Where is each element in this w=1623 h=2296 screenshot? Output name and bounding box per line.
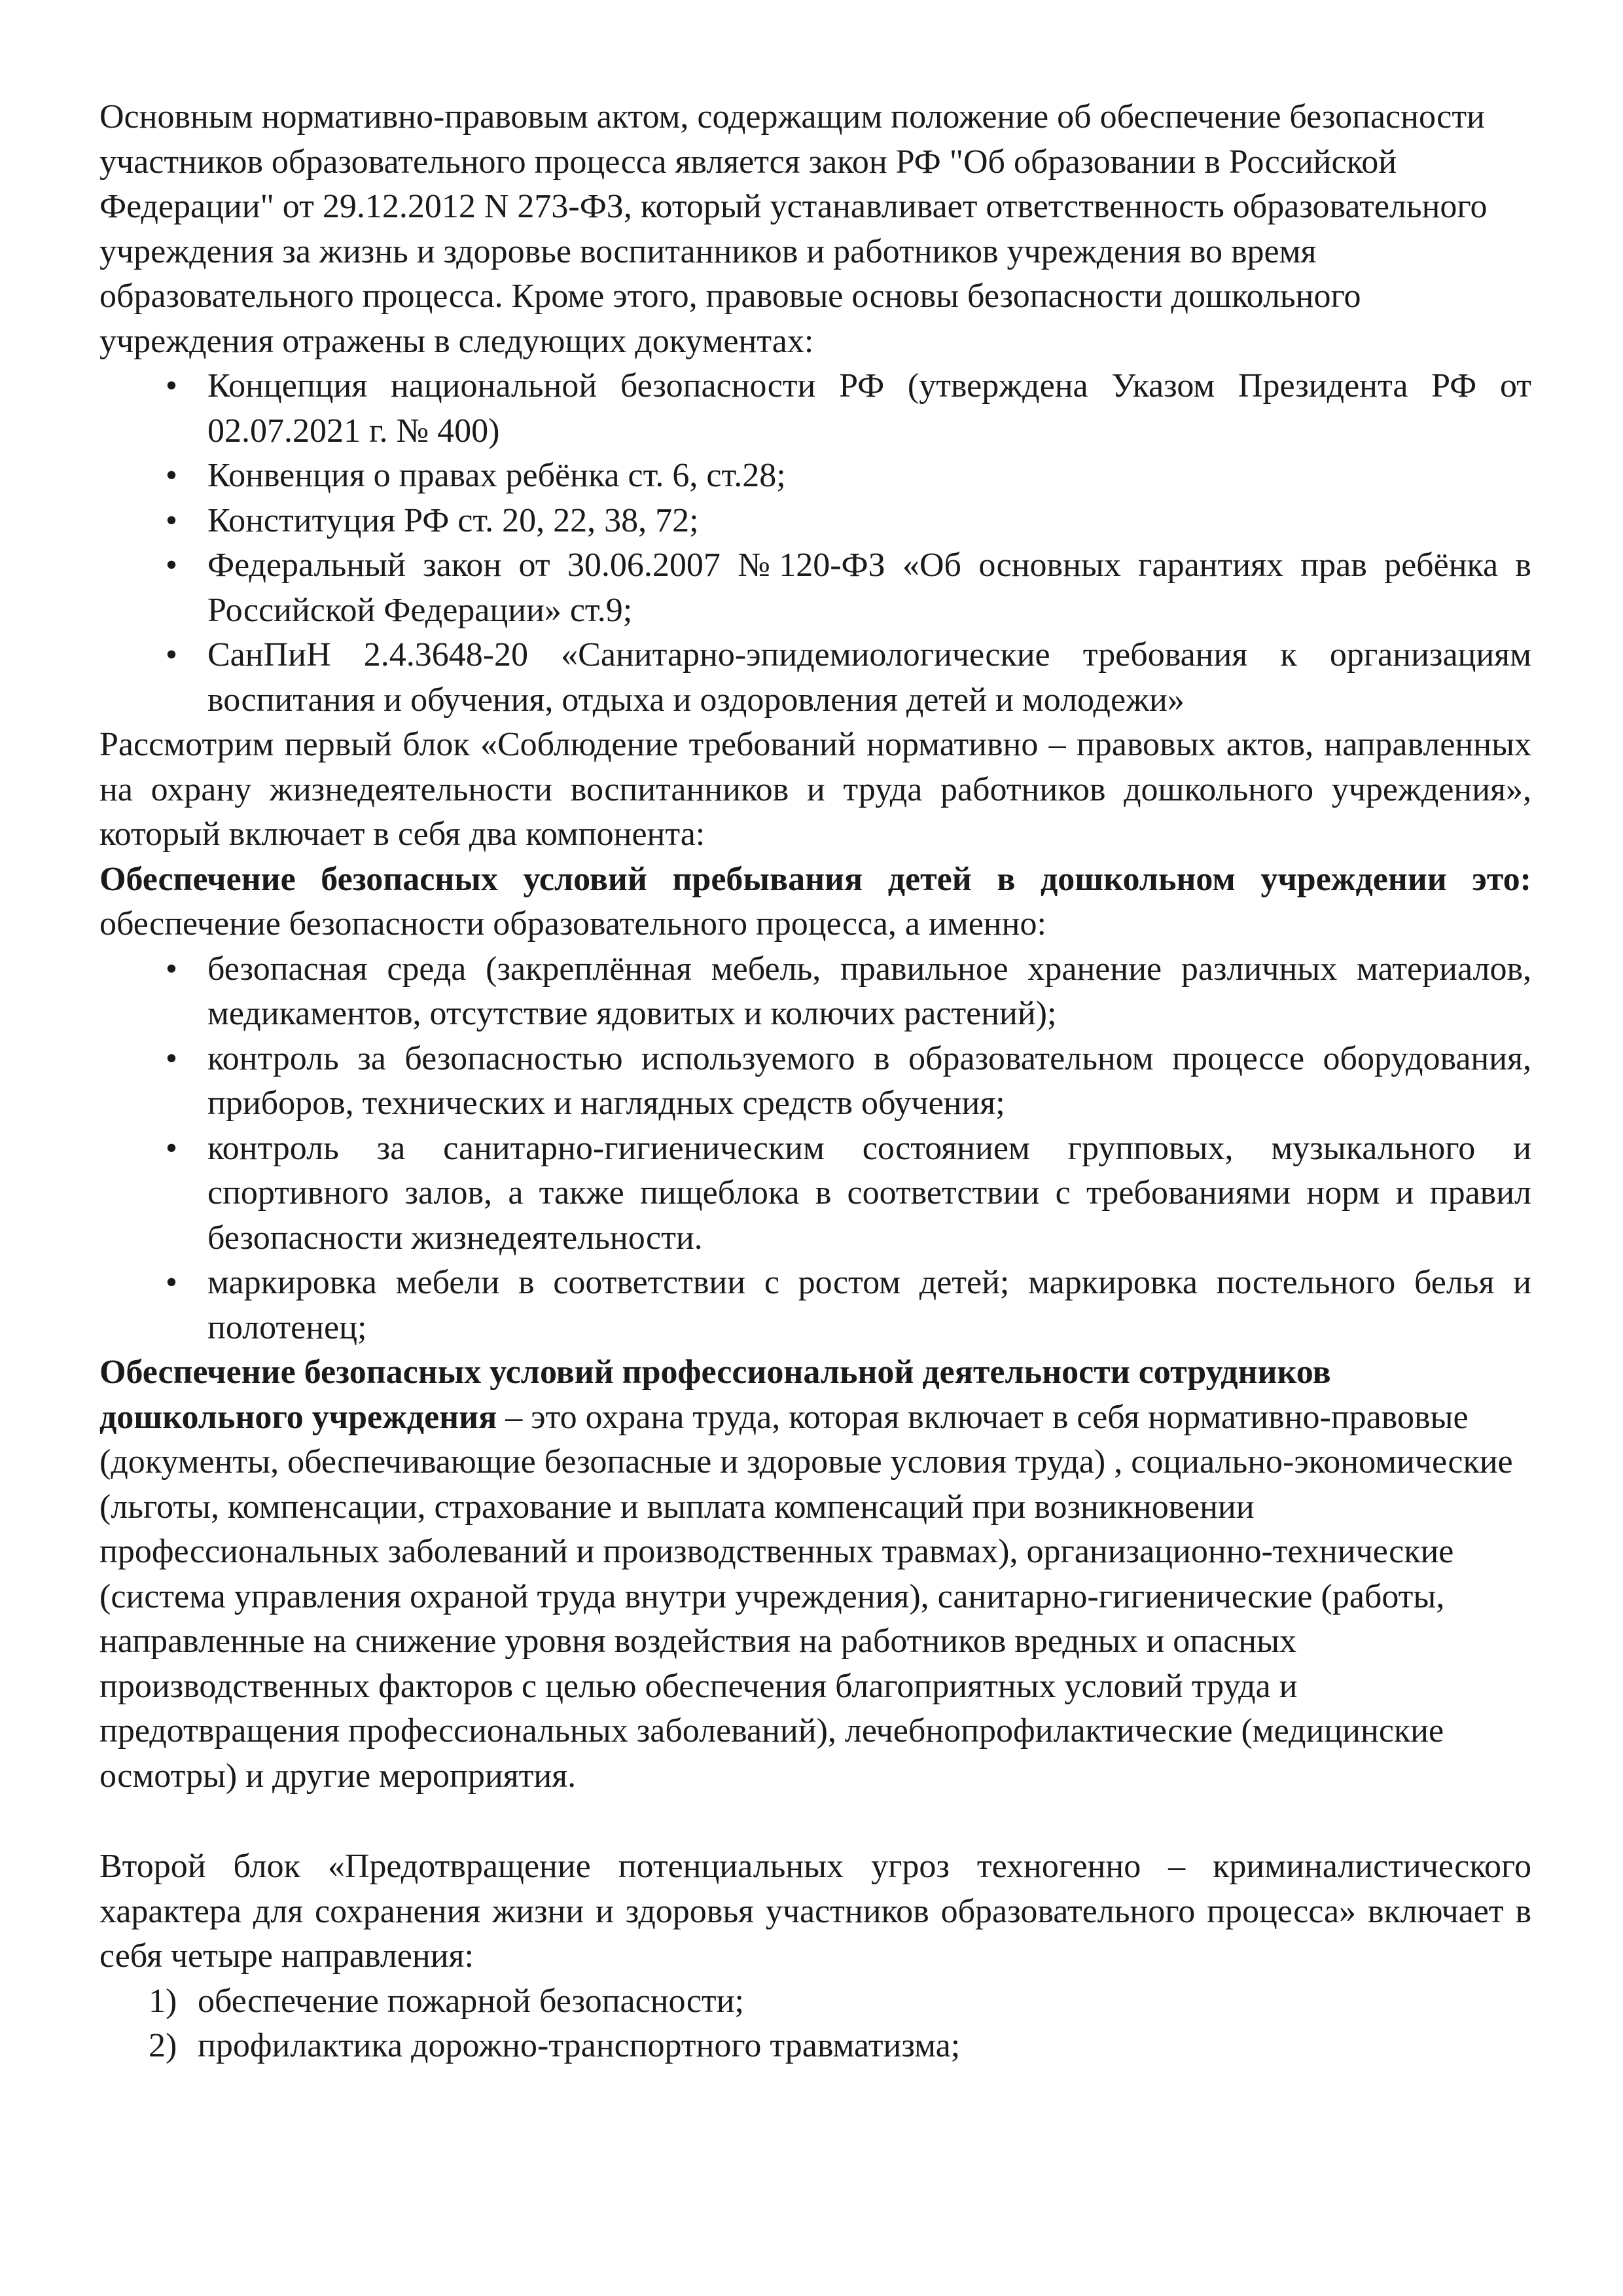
list-item-text: профилактика дорожно-транспортного травматизма; [198,2027,961,2064]
documents-list [99,364,1531,723]
block1-intro: Рассмотрим первый блок «Соблюдение требований нормативно – правовых актов, направленных на охрану жизнедеятельности воспитанников и труда работников дошкольного учреждения», который включает в себя два компонента: [99,726,1531,853]
bullet-icon: • [165,636,178,673]
professional-paragraph [99,1350,1531,1799]
bullet-icon: • [165,547,178,584]
list-item-text: Концепция национальной безопасности РФ (утверждена Указом Президента РФ от 02.07.2021 г. № 400) [207,367,1531,450]
professional-heading: Обеспечение безопасных условий профессиональной деятельности сотрудников дошкольного учреждения [99,1354,1331,1436]
list-item-text: контроль за санитарно-гигиеническим состоянием групповых, музыкального и спортивного залов, а также пищеблока в соответствии с требованиями норм и правил безопасности жизнедеятельности. [207,1129,1531,1257]
safe-conditions-heading: Обеспечение безопасных условий пребывания детей в дошкольном учреждении это: [99,860,1531,898]
list-item [99,543,1531,633]
list-item [99,2024,1531,2069]
bullet-icon: • [165,501,178,539]
list-item [99,1261,1531,1350]
list-item [99,454,1531,499]
list-item-text: Конвенция о правах ребёнка ст. 6, ст.28; [207,457,786,494]
bullet-icon: • [165,950,178,988]
bullet-icon: • [165,1264,178,1301]
list-item-text: Конституция РФ ст. 20, 22, 38, 72; [207,501,699,539]
list-item [99,1979,1531,2024]
list-item-text: безопасная среда (закреплённая мебель, правильное хранение различных материалов, медикаментов, отсутствие ядовитых и колючих растений); [207,950,1531,1032]
directions-list [99,1979,1531,2069]
bullet-icon: • [165,457,178,494]
safe-conditions-paragraph [99,857,1531,947]
block2-intro: Второй блок «Предотвращение потенциальных угроз техногенно – криминалистического характера для сохранения жизни и здоровья участников образовательного процесса» включает в себя четыре направления: [99,1848,1531,1975]
list-item-text: обеспечение пожарной безопасности; [198,1982,744,2020]
list-item-text: Федеральный закон от 30.06.2007 №120-ФЗ «Об основных гарантиях прав ребёнка в Российской Федерации» ст.9; [207,547,1531,629]
list-item [99,499,1531,544]
safe-conditions-list [99,947,1531,1351]
professional-text: – это охрана труда, которая включает в себя нормативно-правовые (документы, обеспечивающие безопасные и здоровые условия труда) , социально-экономические (льготы, компенсации, страхование и выплата компенсаций при возникновении профессиональных заболеваний и производственных травмах), организационно-технические (система управления охраной труда внутри учреждения), санитарно-гигиенические (работы, направленные на снижение уровня воздействия на работников вредных и опасных производственных факторов с целью обеспечения благоприятных условий труда и предотвращения профессиональных заболеваний), лечебнопрофилактические (медицинские осмотры) и другие мероприятия. [99,1398,1513,1795]
list-number: 1) [149,1982,177,2020]
list-number: 2) [149,2027,177,2064]
list-item-text: контроль за безопасностью используемого в образовательном процессе оборудования, приборов, технических и наглядных средств обучения; [207,1039,1531,1122]
list-item [99,1037,1531,1126]
bullet-icon: • [165,1039,178,1077]
list-item [99,633,1531,723]
list-item-text: СанПиН 2.4.3648-20 «Санитарно-эпидемиологические требования к организациям воспитания и обучения, отдыха и оздоровления детей и молодежи» [207,636,1531,719]
list-item [99,947,1531,1037]
bullet-icon: • [165,1129,178,1167]
intro-paragraph: Основным нормативно-правовым актом, содержащим положение об обеспечение безопасности участников образовательного процесса является закон РФ "Об образовании в Российской Федерации" от 29.12.2012 N 273-ФЗ, который устанавливает ответственность образовательного учреждения за жизнь и здоровье воспитанников и работников учреждения во время образовательного процесса. Кроме этого, правовые основы безопасности дошкольного учреждения отражены в следующих документах: [99,98,1488,360]
list-item [99,364,1531,454]
bullet-icon: • [165,367,178,404]
list-item-text: маркировка мебели в соответствии с ростом детей; маркировка постельного белья и полотенец; [207,1264,1531,1346]
list-item [99,1126,1531,1261]
safe-conditions-text: обеспечение безопасности образовательного процесса, а именно: [99,905,1046,942]
